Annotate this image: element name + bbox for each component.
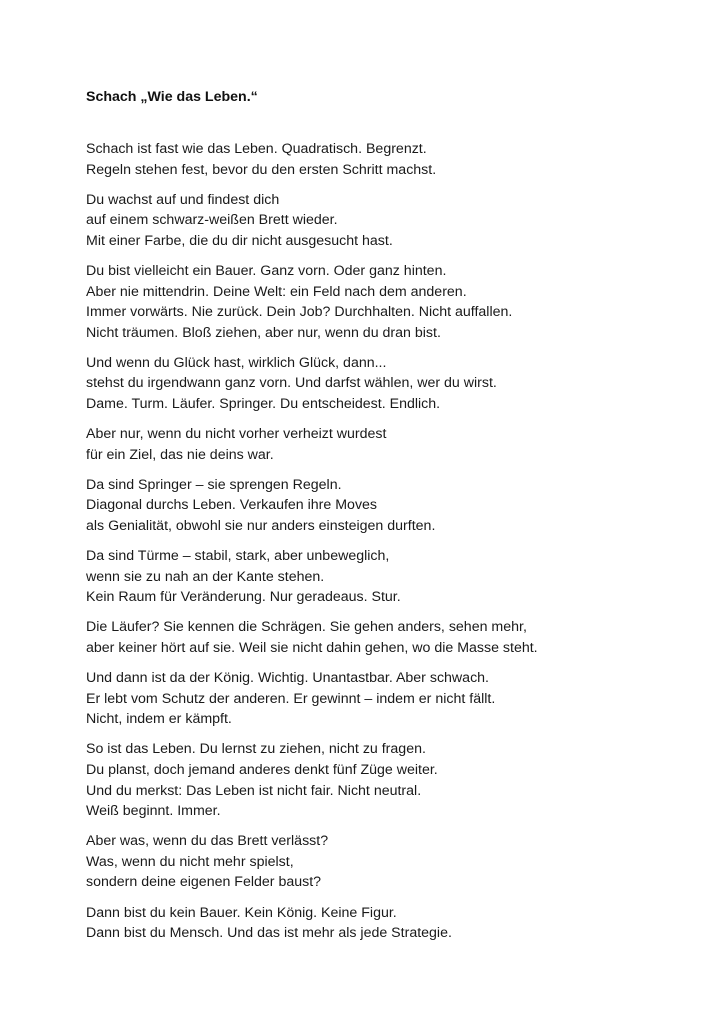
poem-body: [86, 139, 686, 953]
poem-line: Und du merkst: Das Leben ist nicht fair. Nicht neutral.: [86, 782, 422, 799]
poem-line: Nicht träumen. Bloß ziehen, aber nur, wenn du dran bist.: [86, 324, 441, 341]
poem-line: Was, wenn du nicht mehr spielst,: [86, 853, 294, 870]
stanza: [86, 190, 686, 252]
stanza: [86, 353, 686, 415]
poem-line: Nicht, indem er kämpft.: [86, 711, 232, 728]
poem-line: Du wachst auf und findest dich: [86, 191, 280, 208]
stanza: [86, 546, 686, 608]
poem-line: Aber was, wenn du das Brett verlässt?: [86, 833, 329, 850]
stanza: [86, 739, 686, 821]
poem-line: Aber nie mittendrin. Deine Welt: ein Feld nach dem anderen.: [86, 283, 467, 300]
stanza: [86, 668, 686, 730]
poem-line: Die Läufer? Sie kennen die Schrägen. Sie gehen anders, sehen mehr,: [86, 619, 527, 636]
poem-line: So ist das Leben. Du lernst zu ziehen, nicht zu fragen.: [86, 741, 426, 758]
poem-line: stehst du irgendwann ganz vorn. Und darfst wählen, wer du wirst.: [86, 375, 497, 392]
stanza: [86, 903, 686, 944]
stanza: [86, 617, 686, 658]
stanza: [86, 424, 686, 465]
poem-line: sondern deine eigenen Felder baust?: [86, 874, 322, 891]
poem-line: Kein Raum für Veränderung. Nur geradeaus. Stur.: [86, 589, 401, 606]
poem-line: Immer vorwärts. Nie zurück. Dein Job? Durchhalten. Nicht auffallen.: [86, 304, 513, 321]
poem-line: Dann bist du kein Bauer. Kein König. Keine Figur.: [86, 904, 397, 921]
poem-line: Du bist vielleicht ein Bauer. Ganz vorn. Oder ganz hinten.: [86, 262, 447, 279]
stanza: [86, 475, 686, 537]
poem-line: Schach ist fast wie das Leben. Quadratisch. Begrenzt.: [86, 141, 427, 157]
poem-line: wenn sie zu nah an der Kante stehen.: [86, 568, 325, 585]
stanza: [86, 261, 686, 343]
poem-title: Schach „Wie das Leben.“: [86, 89, 258, 105]
poem-line: Aber nur, wenn du nicht vorher verheizt wurdest: [86, 426, 387, 443]
poem-line: Du planst, doch jemand anderes denkt fünf Züge weiter.: [86, 761, 438, 778]
poem-line: Dann bist du Mensch. Und das ist mehr als jede Strategie.: [86, 925, 452, 942]
poem-line: Er lebt vom Schutz der anderen. Er gewinnt – indem er nicht fällt.: [86, 690, 496, 707]
stanza: [86, 831, 686, 893]
poem-line: Weiß beginnt. Immer.: [86, 803, 221, 820]
poem-line: für ein Ziel, das nie deins war.: [86, 446, 274, 463]
poem-line: aber keiner hört auf sie. Weil sie nicht dahin gehen, wo die Masse steht.: [86, 639, 538, 656]
poem-line: Regeln stehen fest, bevor du den ersten Schritt machst.: [86, 161, 437, 178]
poem-line: Diagonal durchs Leben. Verkaufen ihre Moves: [86, 497, 378, 514]
poem-line: Mit einer Farbe, die du dir nicht ausgesucht hast.: [86, 232, 393, 249]
poem-line: Da sind Springer – sie sprengen Regeln.: [86, 476, 342, 493]
poem-line: als Genialität, obwohl sie nur anders einsteigen durften.: [86, 518, 436, 534]
poem-line: Und wenn du Glück hast, wirklich Glück, dann...: [86, 354, 387, 371]
poem-line: Und dann ist da der König. Wichtig. Unantastbar. Aber schwach.: [86, 670, 489, 687]
stanza: [86, 139, 686, 180]
poem-line: Dame. Turm. Läufer. Springer. Du entscheidest. Endlich.: [86, 396, 441, 413]
poem-line: Da sind Türme – stabil, stark, aber unbeweglich,: [86, 548, 390, 565]
poem-line: auf einem schwarz-weißen Brett wieder.: [86, 212, 338, 229]
